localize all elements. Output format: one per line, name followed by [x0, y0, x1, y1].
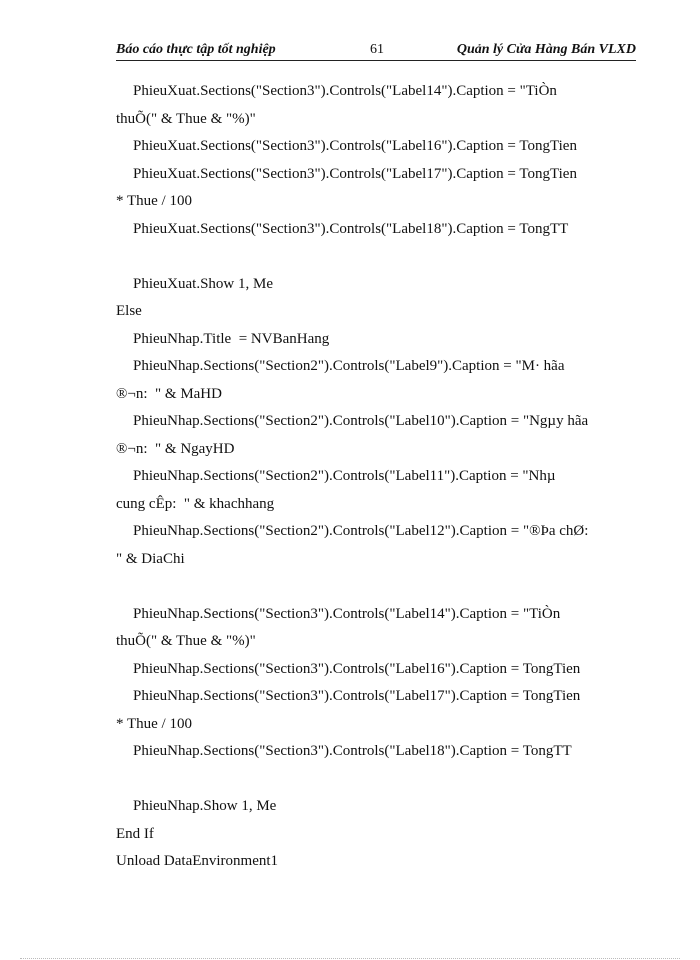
code-line: thuÕ(" & Thue & "%)" [116, 633, 256, 649]
code-line: PhieuNhap.Sections("Section3").Controls("Label14").Caption = "TiÒn [133, 605, 561, 622]
code-listing [116, 78, 636, 876]
code-line: PhieuNhap.Sections("Section3").Controls("Label16").Caption = TongTien [133, 660, 581, 677]
code-line: PhieuXuat.Sections("Section3").Controls("Label16").Caption = TongTien [133, 138, 577, 154]
blank-line [116, 243, 636, 271]
code-line: " & DiaChi [116, 550, 185, 567]
code-line: * Thue / 100 [116, 193, 192, 209]
code-line: * Thue / 100 [116, 715, 192, 732]
code-line: PhieuXuat.Show 1, Me [133, 275, 273, 292]
code-line: PhieuXuat.Sections("Section3").Controls("Label17").Caption = TongTien [133, 165, 577, 182]
code-line: PhieuNhap.Sections("Section2").Controls("Label10").Caption = "Ngµy hãa [133, 413, 589, 429]
code-line: cung cÊp: " & khachhang [116, 495, 275, 512]
code-line: thuÕ(" & Thue & "%)" [116, 110, 256, 127]
code-line: End If [116, 825, 154, 842]
code-line: PhieuNhap.Title = NVBanHang [133, 330, 330, 347]
code-line: PhieuNhap.Sections("Section2").Controls("Label12").Caption = "®Þa chØ: [133, 523, 589, 539]
blank-line [116, 766, 636, 794]
footer-divider [20, 958, 680, 959]
blank-line [116, 573, 636, 601]
page-number: 61 [370, 42, 384, 57]
code-line: PhieuNhap.Show 1, Me [133, 798, 277, 814]
header-project-title: Quản lý Cửa Hàng Bán VLXD [456, 42, 636, 57]
code-line: ®¬n: " & MaHD [116, 385, 222, 402]
code-line: PhieuNhap.Sections("Section2").Controls("Label11").Caption = "Nhµ [133, 468, 556, 484]
code-line: PhieuNhap.Sections("Section2").Controls("Label9").Caption = "M· hãa [133, 358, 565, 374]
code-line: Else [116, 303, 142, 319]
code-line: Unload DataEnvironment1 [116, 853, 279, 869]
code-line: PhieuNhap.Sections("Section3").Controls("Label18").Caption = TongTT [133, 743, 572, 759]
code-line: ®¬n: " & NgayHD [116, 440, 235, 457]
code-line: PhieuXuat.Sections("Section3").Controls("Label14").Caption = "TiÒn [133, 83, 557, 99]
code-line: PhieuNhap.Sections("Section3").Controls("Label17").Caption = TongTien [133, 688, 581, 704]
code-line: PhieuXuat.Sections("Section3").Controls("Label18").Caption = TongTT [133, 220, 569, 237]
page-header [116, 40, 636, 61]
header-report-title: Báo cáo thực tập tốt nghiệp [116, 42, 276, 57]
